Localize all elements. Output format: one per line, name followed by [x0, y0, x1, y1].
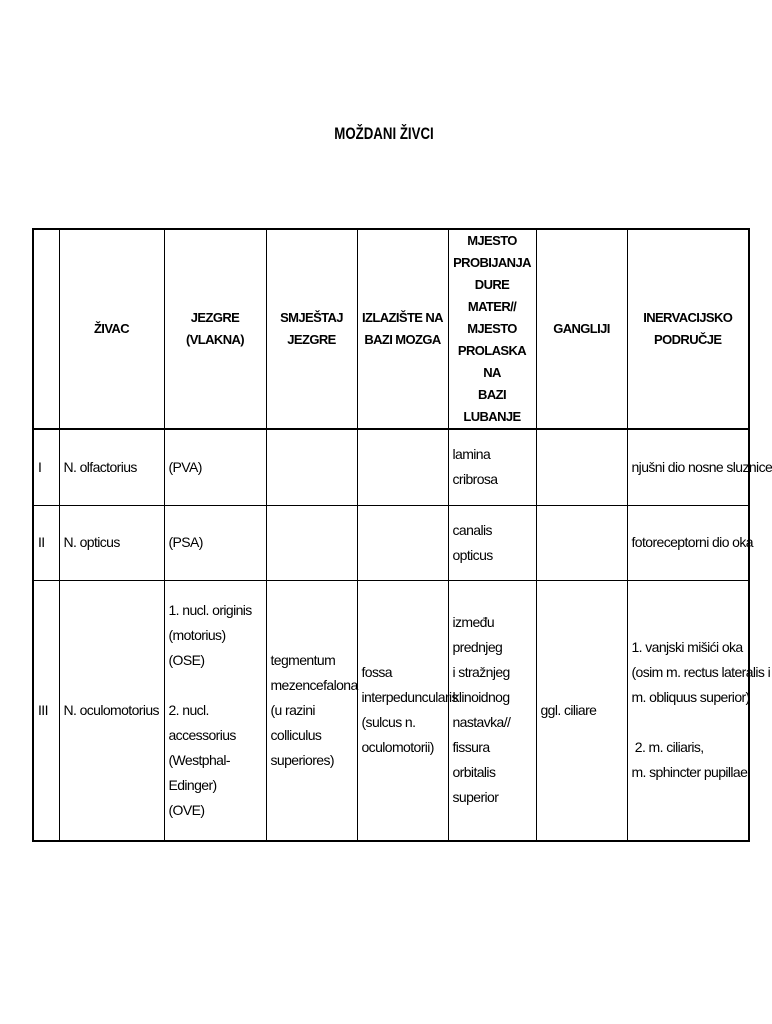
table-row — [33, 429, 749, 505]
row-innervation: fotoreceptorni dio oka — [627, 505, 749, 580]
row-ganglia: ggl. ciliare — [536, 580, 627, 841]
row-number: I — [33, 429, 59, 505]
row-brain-exit: fossa interpeduncularis (sulcus n. oculomotorii) — [357, 580, 448, 841]
row-nerve: N. olfactorius — [59, 429, 164, 505]
row-dura-passage: lamina cribrosa — [448, 429, 536, 505]
table-row — [33, 580, 749, 841]
header-ganglia: GANGLIJI — [536, 229, 627, 429]
page-title: MOŽDANI ŽIVCI — [334, 124, 434, 143]
row-dura-passage: canalis opticus — [448, 505, 536, 580]
row-innervation: njušni dio nosne sluznice — [627, 429, 749, 505]
row-nuclei: (PSA) — [164, 505, 266, 580]
row-nerve: N. oculomotorius — [59, 580, 164, 841]
header-nuclei: JEZGRE (VLAKNA) — [164, 229, 266, 429]
header-dura-passage: MJESTO PROBIJANJA DURE MATER// MJESTO PROLASKA NA BAZI LUBANJE — [448, 229, 536, 429]
row-dura-passage: između prednjeg i stražnjeg klinoidnog nastavka// fissura orbitalis superior — [448, 580, 536, 841]
header-innervation: INERVACIJSKO PODRUČJE — [627, 229, 749, 429]
row-nuclei: (PVA) — [164, 429, 266, 505]
header-nerve: ŽIVAC — [59, 229, 164, 429]
row-nucleus-location: tegmentum mezencefalona (u razini colliculus superiores) — [266, 580, 357, 841]
row-ganglia — [536, 505, 627, 580]
header-nucleus-location: SMJEŠTAJ JEZGRE — [266, 229, 357, 429]
row-ganglia — [536, 429, 627, 505]
row-innervation: 1. vanjski mišići oka (osim m. rectus lateralis i m. obliquus superior) 2. m. ciliaris, m. sphincter pupillae — [627, 580, 749, 841]
row-number: II — [33, 505, 59, 580]
row-nerve: N. opticus — [59, 505, 164, 580]
header-number — [33, 229, 59, 429]
row-nucleus-location — [266, 429, 357, 505]
row-brain-exit — [357, 429, 448, 505]
header-brain-exit: IZLAZIŠTE NA BAZI MOZGA — [357, 229, 448, 429]
row-nucleus-location — [266, 505, 357, 580]
row-number: III — [33, 580, 59, 841]
row-brain-exit — [357, 505, 448, 580]
table-row — [33, 505, 749, 580]
cranial-nerves-table — [32, 228, 772, 842]
row-nuclei: 1. nucl. originis (motorius) (OSE) 2. nucl. accessorius (Westphal-Edinger) (OVE) — [164, 580, 266, 841]
table-header-row — [33, 229, 749, 429]
